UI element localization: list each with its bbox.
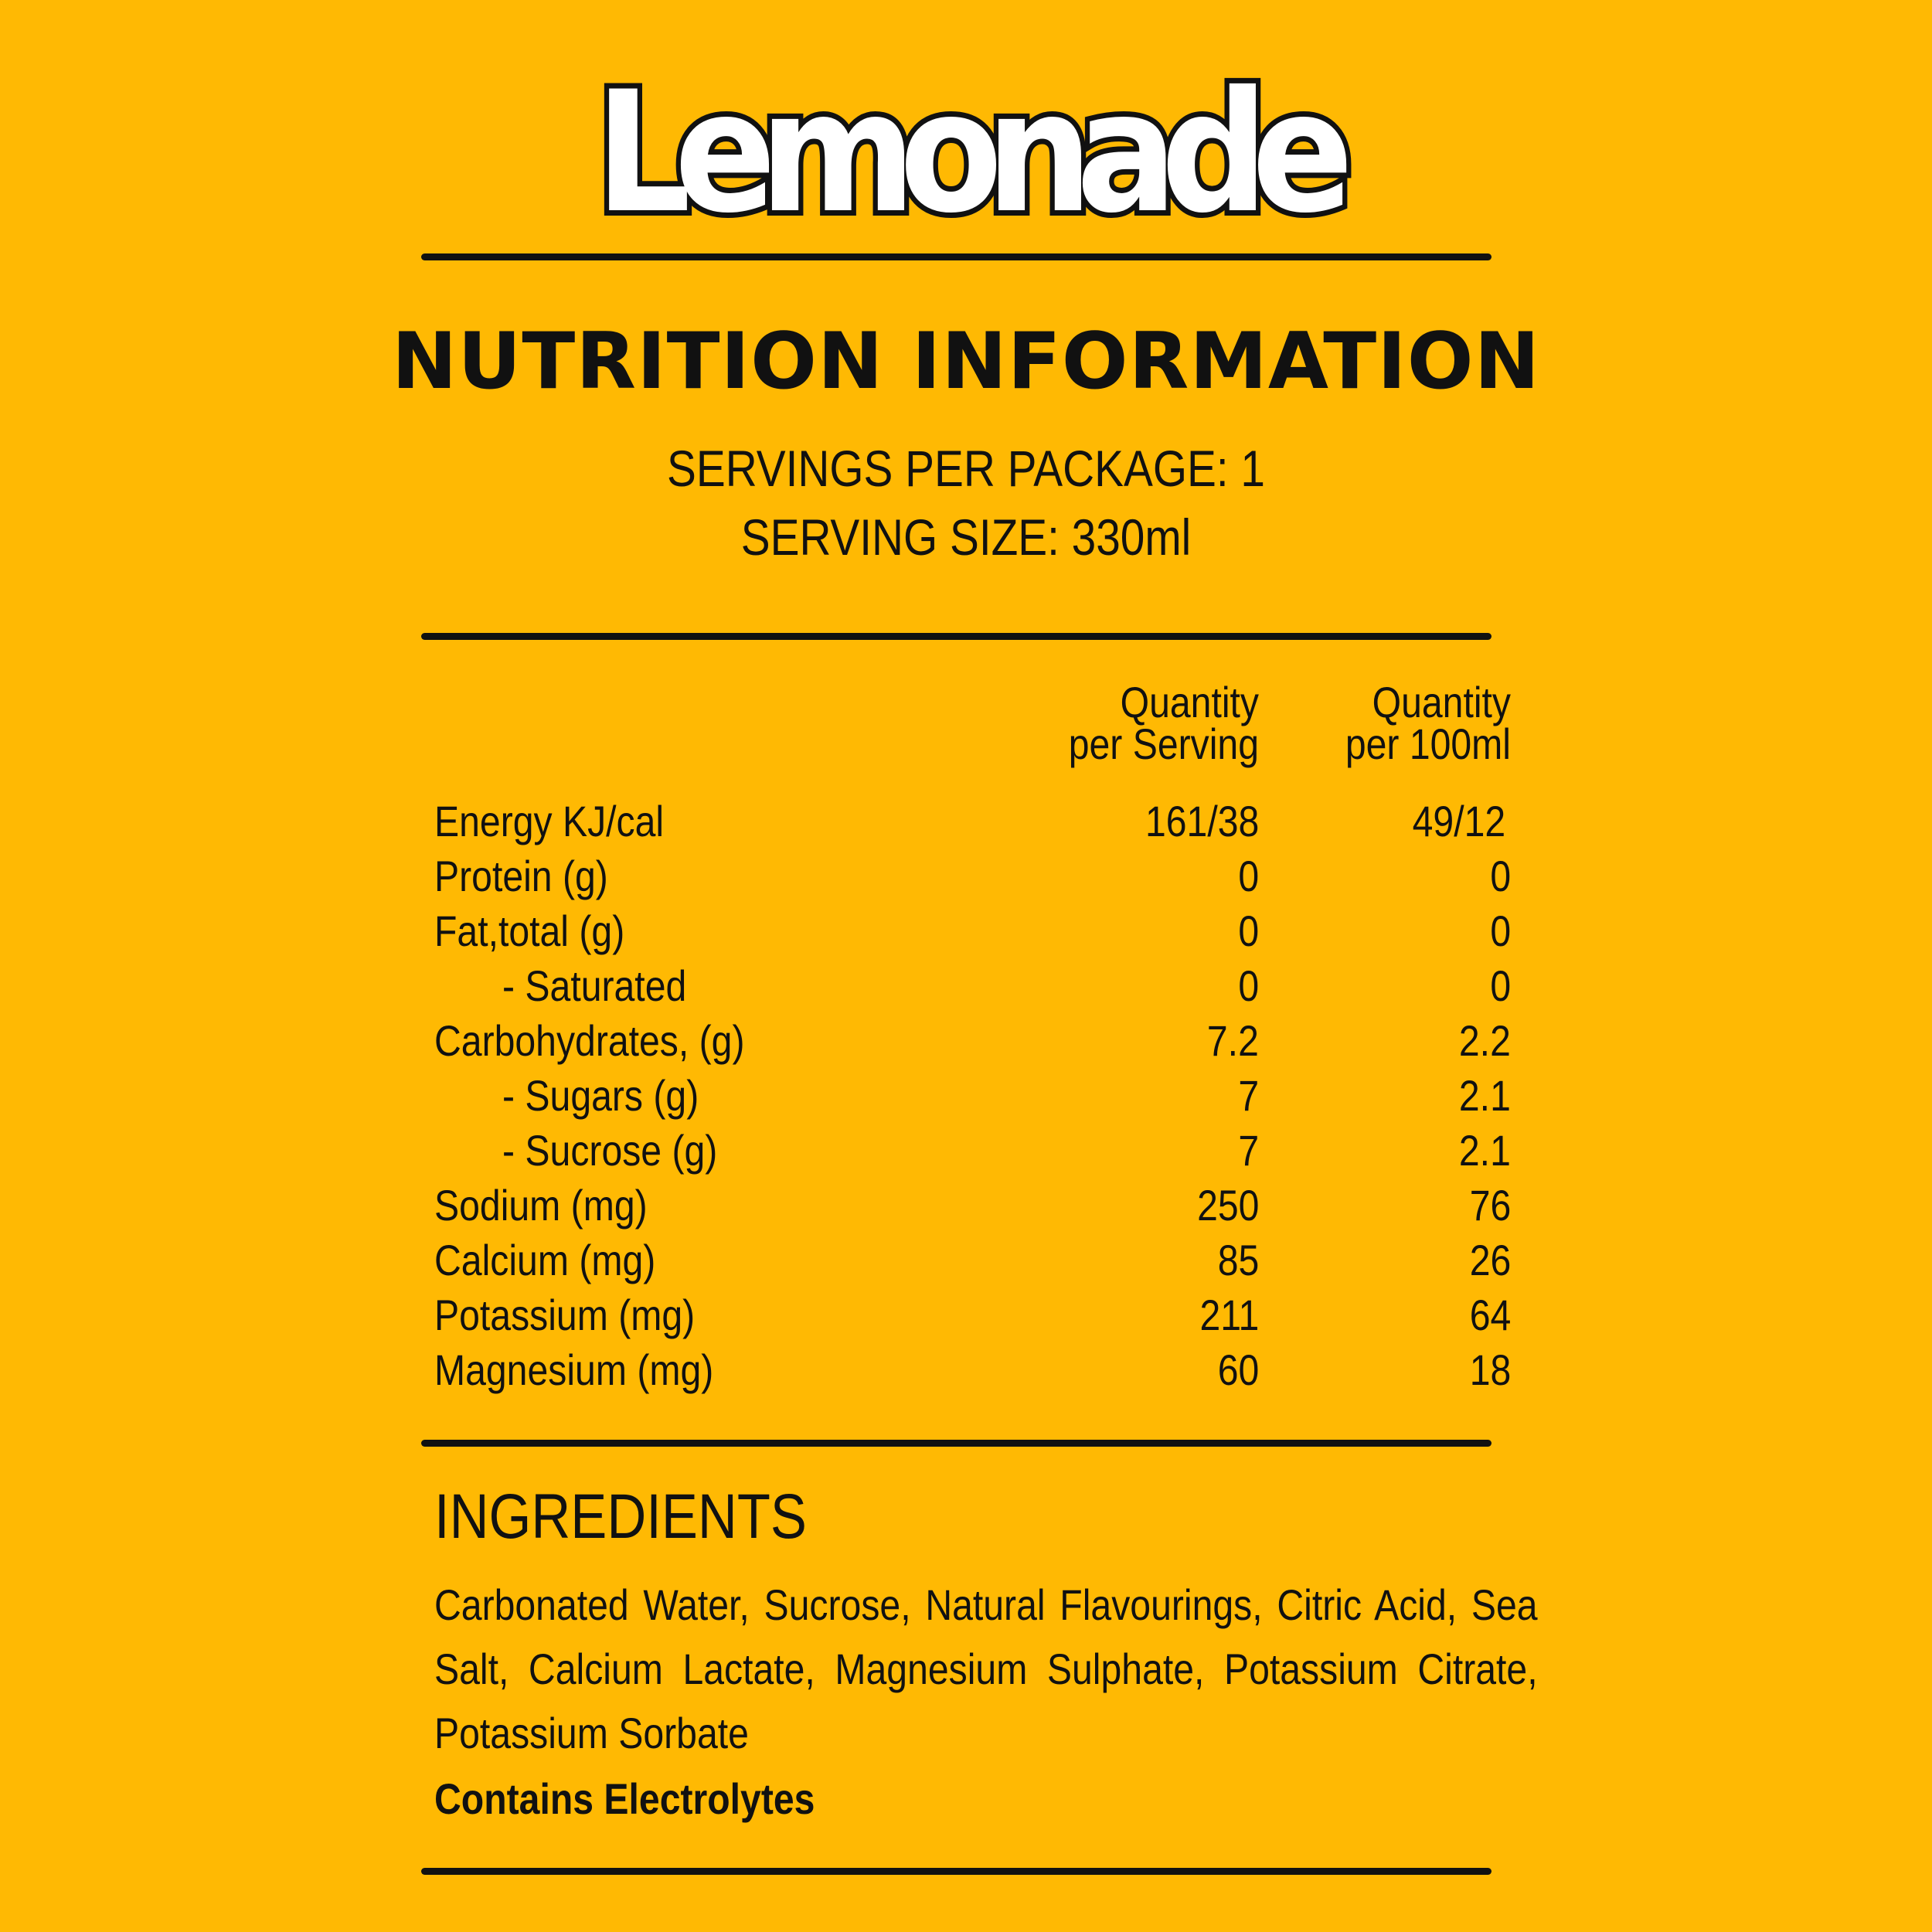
table-row	[434, 1287, 1516, 1342]
nutrient-label: Carbohydrates, (g)	[434, 1016, 745, 1065]
ingredients-line-3	[434, 1706, 1538, 1760]
serving-size: SERVING SIZE: 330ml	[740, 509, 1192, 566]
per-serving-value: 161/38	[1145, 797, 1259, 845]
contains-electrolytes: Contains Electrolytes	[434, 1774, 815, 1823]
per-serving-value: 0	[1238, 852, 1259, 900]
ingredients-line-1	[434, 1578, 1538, 1632]
nutrient-label: Protein (g)	[434, 852, 608, 900]
column-header-per-100ml-line2: per 100ml	[1345, 719, 1511, 768]
column-header-per-serving-line2: per Serving	[1068, 719, 1259, 768]
brand-name: Lemonade	[595, 56, 1337, 250]
per-100ml-value: 2.1	[1459, 1071, 1511, 1120]
column-header-per-100ml-line1: Quantity	[1372, 678, 1511, 726]
per-serving-value: 211	[1199, 1291, 1259, 1339]
divider-bottom	[421, 1868, 1492, 1875]
per-100ml-value: 2.2	[1459, 1016, 1511, 1065]
nutrient-label: - Sucrose (g)	[502, 1126, 718, 1175]
nutrient-label: Sodium (mg)	[434, 1181, 648, 1230]
per-100ml-value: 76	[1469, 1181, 1511, 1230]
per-100ml-value: 18	[1469, 1345, 1511, 1394]
nutrient-label: Potassium (mg)	[434, 1291, 696, 1339]
ingredients-line-2	[434, 1642, 1538, 1696]
nutrient-label: - Saturated	[502, 961, 687, 1010]
table-row	[434, 903, 1516, 958]
divider-serving	[421, 633, 1492, 640]
nutrient-label: Fat,total (g)	[434, 906, 625, 955]
table-row	[434, 1342, 1516, 1397]
divider-table	[421, 1440, 1492, 1447]
ingredients-text-3: Potassium Sorbate	[434, 1709, 749, 1757]
per-serving-value: 60	[1217, 1345, 1259, 1394]
table-row	[434, 1013, 1516, 1068]
nutrition-heading: NUTRITION INFORMATION	[391, 315, 1541, 406]
servings-per-package: SERVINGS PER PACKAGE: 1	[667, 440, 1265, 497]
nutrient-label: Calcium (mg)	[434, 1236, 656, 1284]
per-100ml-value: 0	[1490, 906, 1511, 955]
per-100ml-value: 26	[1469, 1236, 1511, 1284]
per-serving-value: 7	[1238, 1071, 1259, 1120]
table-row	[434, 1178, 1516, 1233]
per-100ml-value: 0	[1490, 852, 1511, 900]
per-serving-value: 0	[1238, 961, 1259, 1010]
table-row	[434, 794, 1516, 849]
per-100ml-value: 64	[1469, 1291, 1511, 1339]
column-header-per-100ml	[1232, 678, 1511, 768]
nutrient-label: Energy KJ/cal	[434, 797, 665, 845]
per-100ml-value: 2.1	[1459, 1126, 1511, 1175]
column-header-per-serving	[980, 678, 1259, 768]
divider-top	[421, 253, 1492, 260]
per-100ml-value: 49/12	[1412, 797, 1505, 845]
per-serving-value: 7.2	[1207, 1016, 1259, 1065]
nutrient-label: - Sugars (g)	[502, 1071, 699, 1120]
column-header-per-serving-line1: Quantity	[1120, 678, 1259, 726]
per-serving-value: 250	[1196, 1181, 1259, 1230]
ingredients-text-2: Salt, Calcium Lactate, Magnesium Sulphate, Potassium Citrate,	[434, 1645, 1538, 1693]
table-row	[434, 958, 1516, 1013]
ingredients-text-1: Carbonated Water, Sucrose, Natural Flavourings, Citric Acid, Sea	[434, 1580, 1538, 1629]
table-row	[434, 1233, 1516, 1287]
per-serving-value: 7	[1238, 1126, 1259, 1175]
table-row	[434, 849, 1516, 903]
table-row	[434, 1068, 1516, 1123]
nutrient-label: Magnesium (mg)	[434, 1345, 714, 1394]
per-100ml-value: 0	[1490, 961, 1511, 1010]
table-row	[434, 1123, 1516, 1178]
per-serving-value: 85	[1217, 1236, 1259, 1284]
brand-logo	[0, 56, 1932, 250]
ingredients-heading: INGREDIENTS	[434, 1481, 807, 1552]
per-serving-value: 0	[1238, 906, 1259, 955]
